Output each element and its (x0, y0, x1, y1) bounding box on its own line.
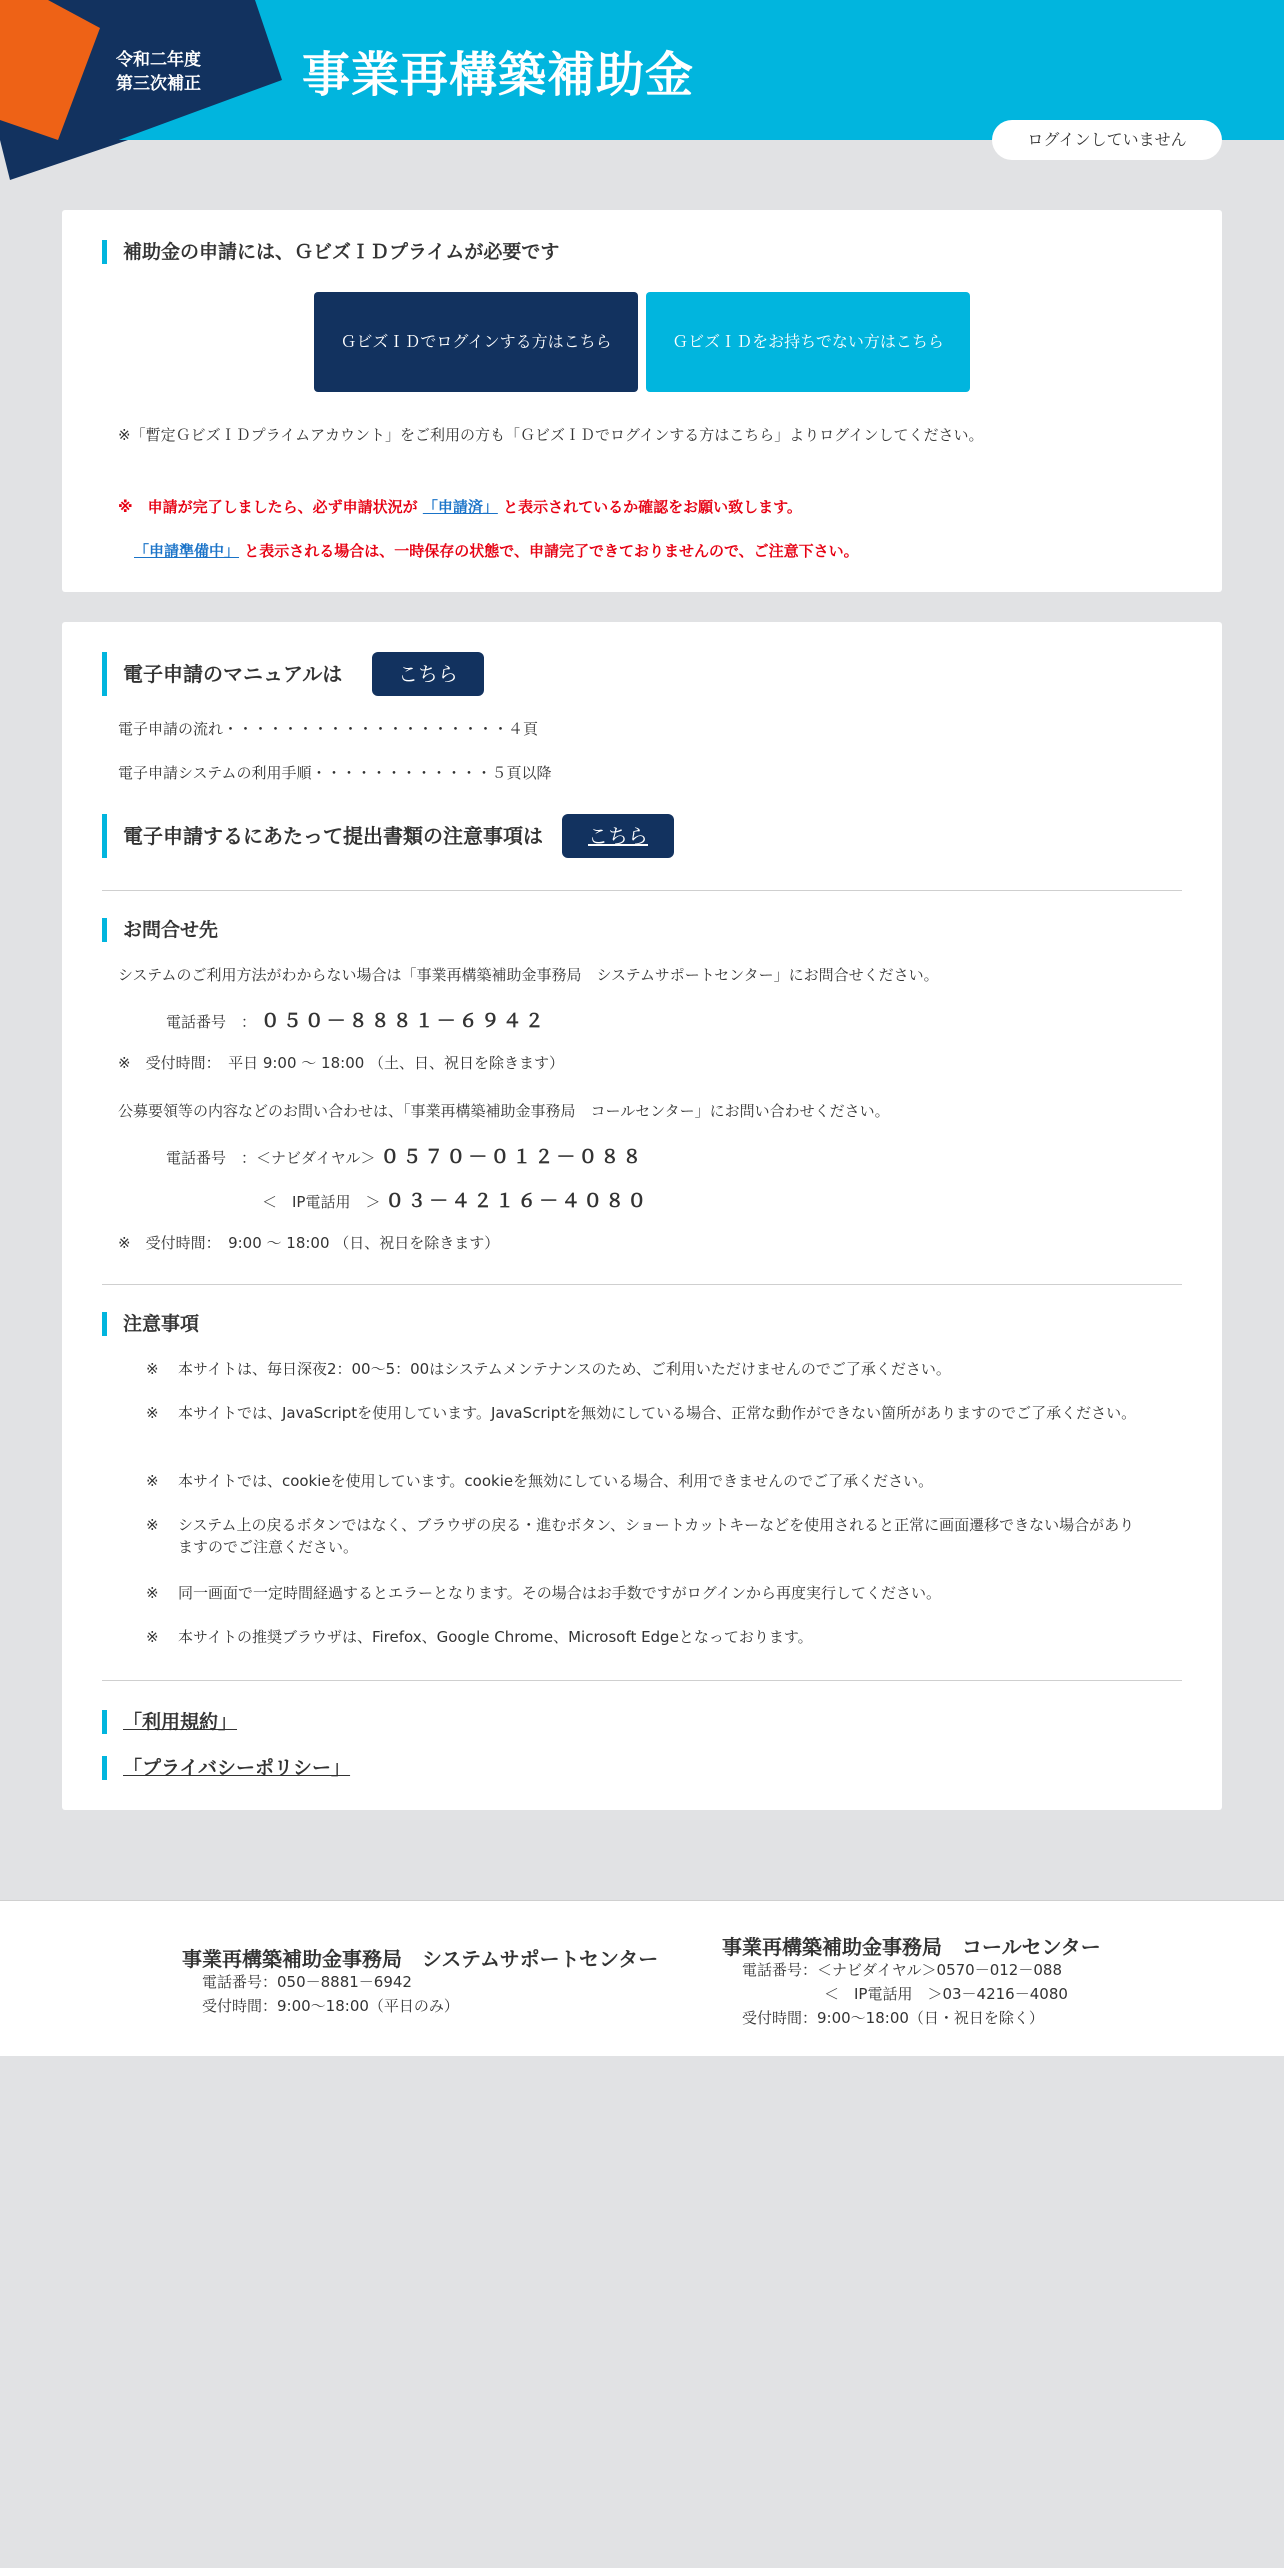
header-corner-overhang (0, 140, 140, 190)
caution-mark: ※ (146, 1628, 159, 1646)
gbiz-required-heading: 補助金の申請には、ＧビズＩＤプライムが必要です (102, 240, 559, 264)
warning-1-suffix: と表示されているか確認をお願い致します。 (503, 498, 802, 516)
caution-item (146, 1470, 1146, 1492)
caution-mark: ※ (146, 1516, 159, 1534)
ip-phone-number: ０３－４２１６－４０８０ (385, 1190, 650, 1212)
system-support-phone-row (166, 1006, 547, 1033)
site-footer (0, 1900, 1284, 2056)
footer-system-center-title: 事業再構築補助金事務局 システムサポートセンター (182, 1947, 659, 1971)
call-center-intro: 公募要領等の内容などのお問い合わせは、「事業再構築補助金事務局 コールセンター」にお問い合わせください。 (118, 1102, 890, 1120)
documents-link-button[interactable]: こちら (562, 814, 674, 858)
caution-text: システム上の戻るボタンではなく、ブラウザの戻る・進むボタン、ショートカットキーなどを使用されると正常に画面遷移できない場合がありますのでご注意ください。 (178, 1516, 1135, 1556)
fiscal-year-label (116, 48, 201, 96)
caution-item (146, 1358, 1146, 1380)
documents-heading: 電子申請するにあたって提出書類の注意事項は (102, 814, 543, 858)
caution-mark: ※ (146, 1584, 159, 1602)
divider (102, 1680, 1182, 1681)
submitted-status-link[interactable]: 「申請済」 (422, 498, 498, 516)
ip-phone-label: ＜ IP電話用 ＞ (262, 1193, 381, 1211)
info-card (62, 622, 1222, 1810)
site-title: 事業再構築補助金 (302, 47, 695, 103)
warning-1-prefix: ※ 申請が完了しましたら、必ず申請状況が (118, 498, 418, 516)
ip-phone-row (262, 1186, 649, 1213)
gbiz-login-card (62, 210, 1222, 592)
divider (102, 1284, 1182, 1285)
divider (102, 890, 1182, 891)
manual-toc-procedure: 電子申請システムの利用手順・・・・・・・・・・・・５頁以降 (118, 764, 552, 782)
footer-system-center-hours: 受付時間：9:00〜18:00（平日のみ） (202, 1997, 459, 2015)
caution-text: 同一画面で一定時間経過するとエラーとなります。その場合はお手数ですがログインから再度実行してください。 (178, 1584, 942, 1602)
system-phone-number: ０５０－８８８１－６９４２ (260, 1010, 547, 1032)
system-support-intro: システムのご利用方法がわからない場合は「事業再構築補助金事務局 システムサポートセンター」にお問合せください。 (118, 966, 939, 984)
era-line-2: 第三次補正 (116, 74, 201, 94)
caution-item (146, 1626, 1146, 1648)
footer-system-center-phone: 電話番号：050－8881－6942 (202, 1973, 412, 1991)
caution-item (146, 1514, 1146, 1558)
footer-call-center-title: 事業再構築補助金事務局 コールセンター (722, 1935, 1101, 1959)
caution-text: 本サイトは、毎日深夜2：00〜5：00はシステムメンテナンスのため、ご利用いただけませんのでご了承ください。 (178, 1360, 951, 1378)
privacy-policy-link[interactable]: 「プライバシーポリシー」 (102, 1756, 350, 1780)
manual-link-button[interactable]: こちら (372, 652, 484, 696)
submission-warning-2 (134, 540, 859, 561)
system-support-hours: ※ 受付時間： 平日 9:00 〜 18:00 （土、日、祝日を除きます） (118, 1054, 565, 1072)
draft-status-link[interactable]: 「申請準備中」 (134, 542, 240, 560)
caution-item (146, 1582, 1146, 1604)
caution-item (146, 1402, 1146, 1424)
caution-text: 本サイトでは、cookieを使用しています。cookieを無効にしている場合、利用できませんのでご了承ください。 (178, 1472, 934, 1490)
footer-call-center-ip: ＜ IP電話用 ＞03－4216－4080 (824, 1985, 1068, 2003)
era-line-1: 令和二年度 (116, 50, 201, 70)
navi-dial-number: ０５７０－０１２－０８８ (380, 1146, 645, 1168)
contact-heading: お問合せ先 (102, 918, 218, 942)
login-status-badge: ログインしていません (992, 120, 1222, 160)
caution-mark: ※ (146, 1360, 159, 1378)
caution-heading: 注意事項 (102, 1312, 199, 1336)
manual-heading: 電子申請のマニュアルは (102, 652, 342, 696)
navi-dial-label: 電話番号 ：＜ナビダイヤル＞ (166, 1149, 376, 1167)
warning-2-suffix: と表示される場合は、一時保存の状態で、申請完了できておりませんので、ご注意下さい。 (244, 542, 859, 560)
call-center-phone-row (166, 1142, 644, 1169)
footer-call-center-hours: 受付時間：9:00〜18:00（日・祝日を除く） (742, 2009, 1044, 2027)
gbiz-register-button[interactable]: ＧビズＩＤをお持ちでない方はこちら (646, 292, 970, 392)
terms-of-use-link[interactable]: 「利用規約」 (102, 1710, 237, 1734)
footer-call-center-phone: 電話番号：＜ナビダイヤル＞0570－012－088 (742, 1961, 1062, 1979)
caution-text: 本サイトでは、JavaScriptを使用しています。JavaScriptを無効にしている場合、正常な動作ができない箇所がありますのでご了承ください。 (178, 1404, 1137, 1422)
caution-mark: ※ (146, 1472, 159, 1490)
gbiz-login-button[interactable]: ＧビズＩＤでログインする方はこちら (314, 292, 638, 392)
caution-text: 本サイトの推奨ブラウザは、Firefox、Google Chrome、Microsoft Edgeとなっております。 (178, 1628, 813, 1646)
site-header (0, 0, 1284, 140)
manual-toc-flow: 電子申請の流れ・・・・・・・・・・・・・・・・・・・４頁 (118, 720, 539, 738)
provisional-account-note: ※「暫定ＧビズＩＤプライムアカウント」をご利用の方も「ＧビズＩＤでログインする方はこちら」よりログインしてください。 (118, 426, 984, 444)
submission-warning-1 (118, 496, 802, 517)
system-phone-label: 電話番号 ： (166, 1013, 257, 1031)
caution-mark: ※ (146, 1404, 159, 1422)
call-center-hours: ※ 受付時間： 9:00 〜 18:00 （日、祝日を除きます） (118, 1234, 500, 1252)
